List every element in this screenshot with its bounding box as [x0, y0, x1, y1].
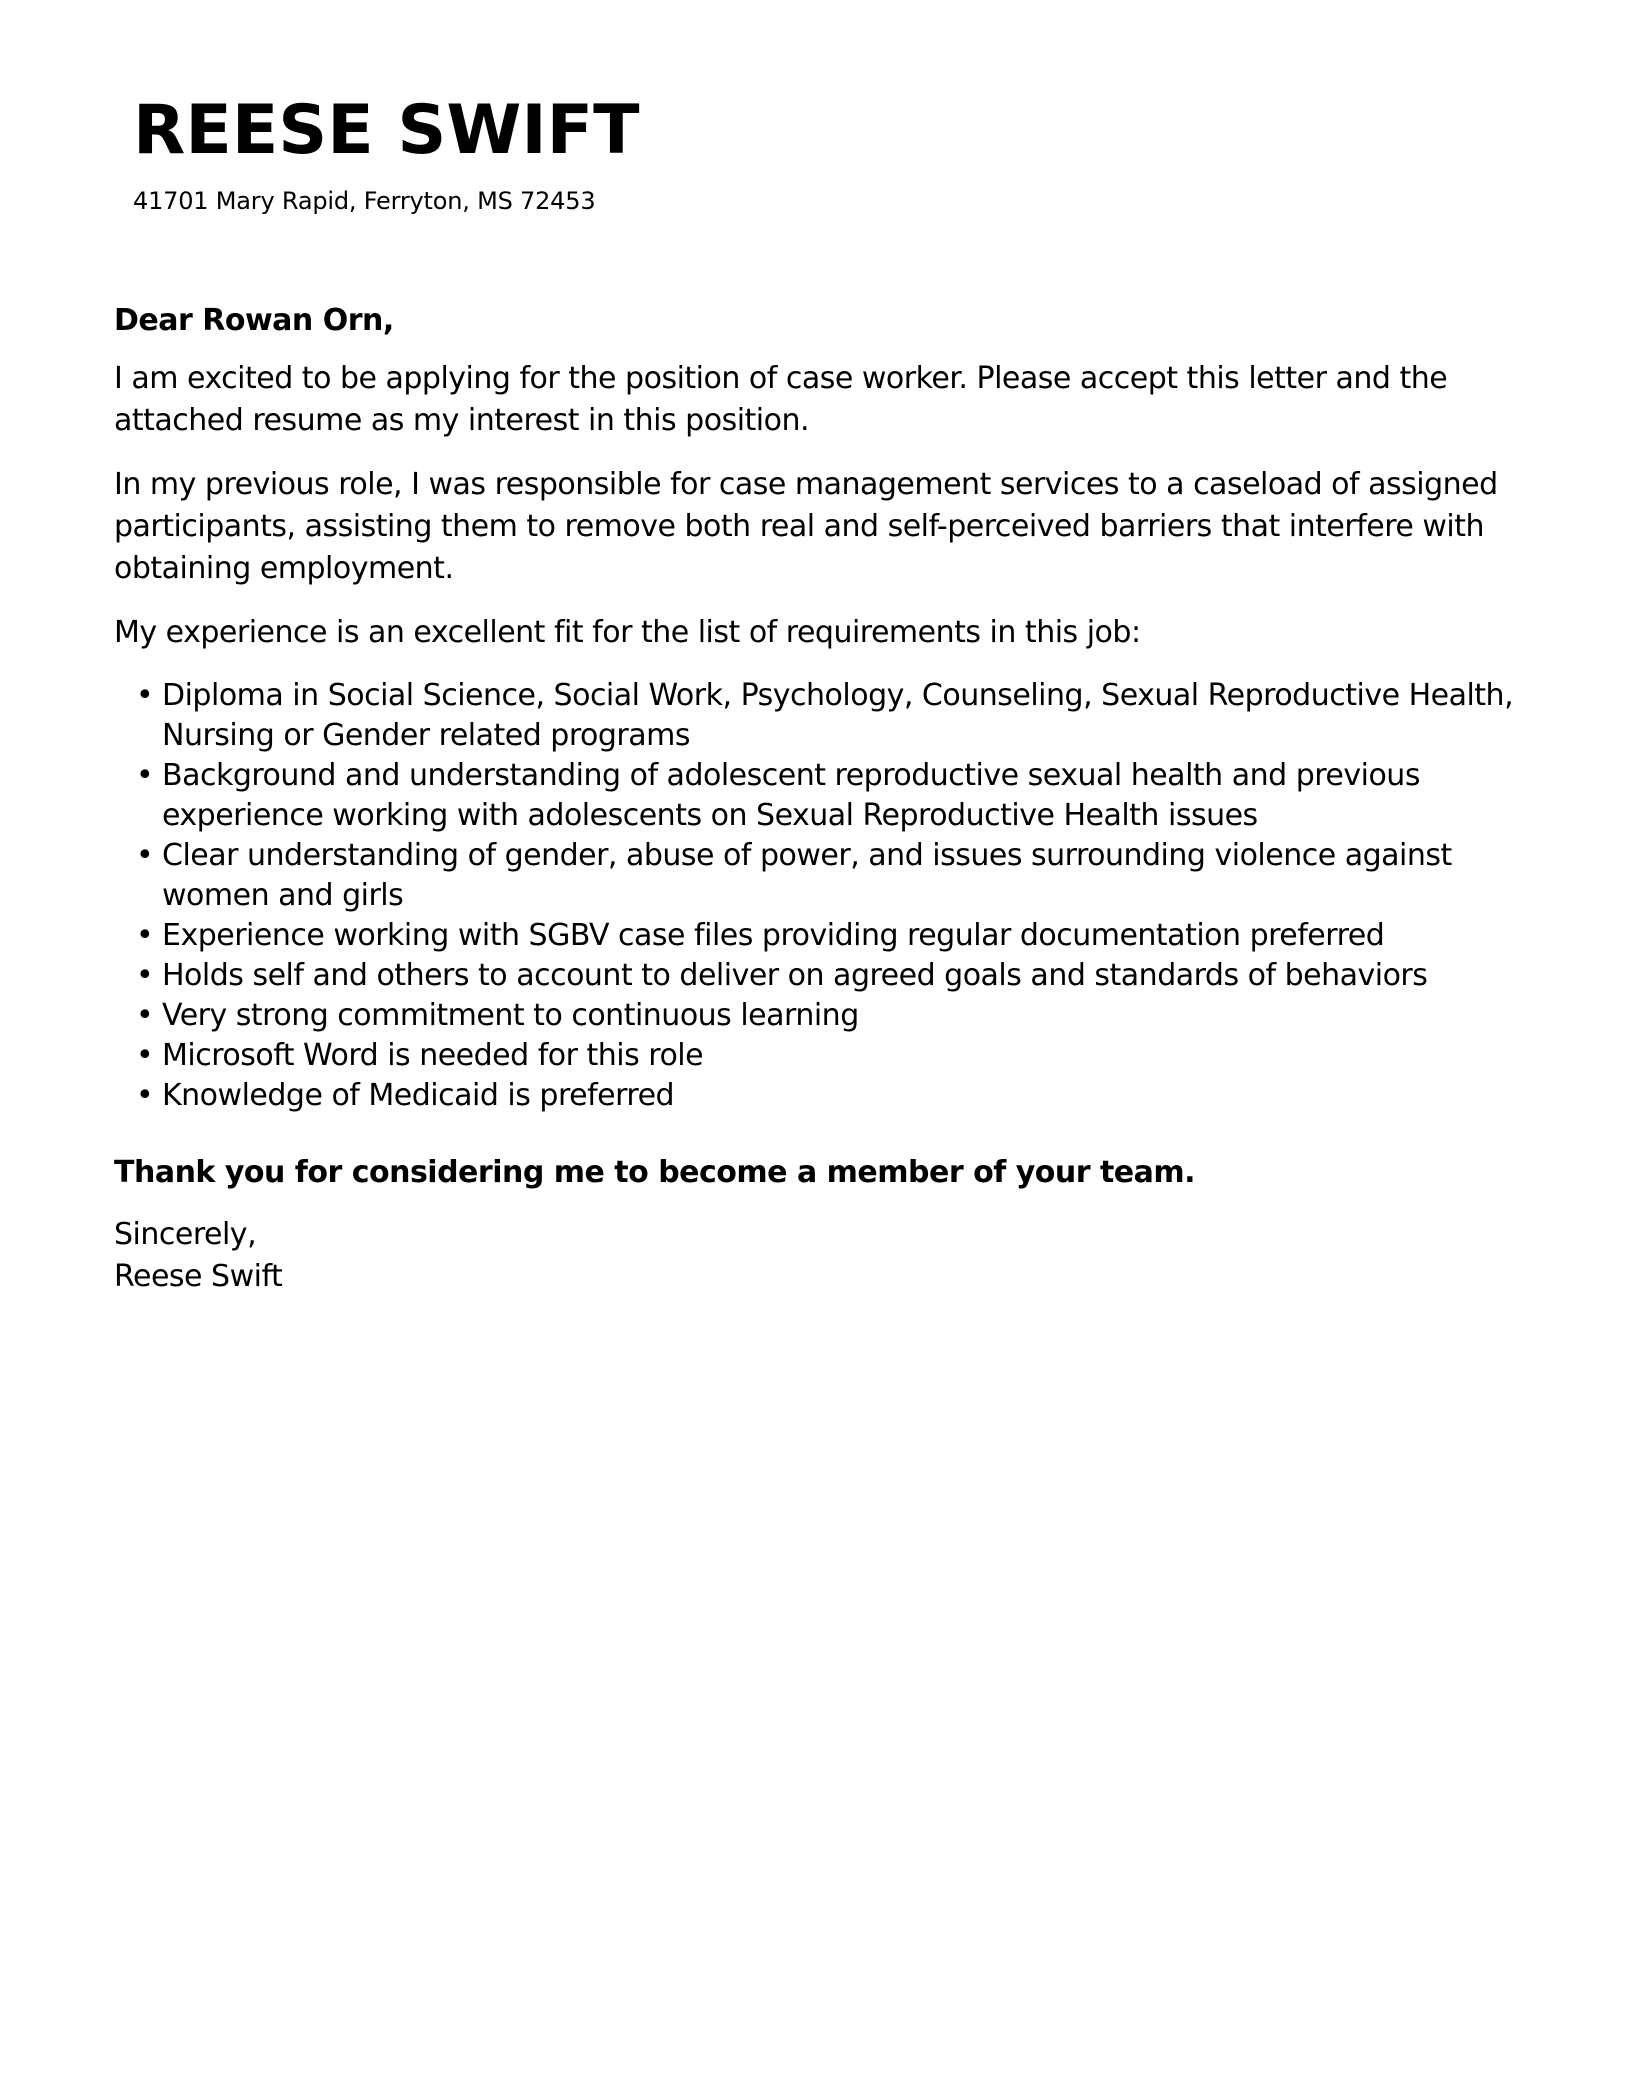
bullet-icon: •: [136, 998, 154, 1033]
bullet-icon: •: [136, 918, 154, 953]
salutation: Dear Rowan Orn,: [114, 303, 394, 338]
experience-paragraph: In my previous role, I was responsible for case management services to a caseload of assigned participants, assisting them to remove both real and self-perceived barriers that interfere with obtaining employment.: [114, 467, 1498, 586]
list-item: [114, 756, 1514, 836]
bullet-icon: •: [136, 678, 154, 713]
list-item: [114, 996, 1514, 1036]
list-item-text: Background and understanding of adolescent reproductive sexual health and previous experience working with adolescents on Sexual Reproductive Health issues: [162, 758, 1420, 833]
letter-body: [114, 300, 1514, 1298]
intro-paragraph: I am excited to be applying for the position of case worker. Please accept this letter and the attached resume as my interest in this position.: [114, 361, 1448, 438]
bullet-icon: •: [136, 758, 154, 793]
bullet-icon: •: [136, 838, 154, 873]
bullet-icon: •: [136, 1078, 154, 1113]
requirements-intro-paragraph: My experience is an excellent fit for the list of requirements in this job:: [114, 615, 1141, 650]
list-item: [114, 1076, 1514, 1116]
applicant-name: REESE SWIFT: [133, 91, 640, 170]
signature-name: Reese Swift: [114, 1259, 283, 1294]
list-item-text: Clear understanding of gender, abuse of power, and issues surrounding violence against women and girls: [162, 838, 1452, 913]
bullet-icon: •: [136, 958, 154, 993]
list-item: [114, 676, 1514, 756]
closing-statement: Thank you for considering me to become a member of your team.: [114, 1155, 1196, 1190]
bullet-icon: •: [136, 1038, 154, 1073]
list-item-text: Diploma in Social Science, Social Work, Psychology, Counseling, Sexual Reproductive Health, Nursing or Gender related programs: [162, 678, 1514, 753]
list-item-text: Knowledge of Medicaid is preferred: [162, 1078, 675, 1113]
list-item: [114, 1036, 1514, 1076]
letter-header: [133, 88, 1433, 216]
list-item-text: Very strong commitment to continuous learning: [162, 998, 859, 1033]
list-item: [114, 836, 1514, 916]
list-item: [114, 916, 1514, 956]
applicant-address: 41701 Mary Rapid, Ferryton, MS 72453: [133, 187, 596, 215]
requirements-list: [114, 676, 1514, 1116]
list-item-text: Experience working with SGBV case files providing regular documentation preferred: [162, 918, 1385, 953]
list-item-text: Microsoft Word is needed for this role: [162, 1038, 704, 1073]
list-item: [114, 956, 1514, 996]
list-item-text: Holds self and others to account to deliver on agreed goals and standards of behaviors: [162, 958, 1428, 993]
signoff: Sincerely,: [114, 1217, 257, 1252]
